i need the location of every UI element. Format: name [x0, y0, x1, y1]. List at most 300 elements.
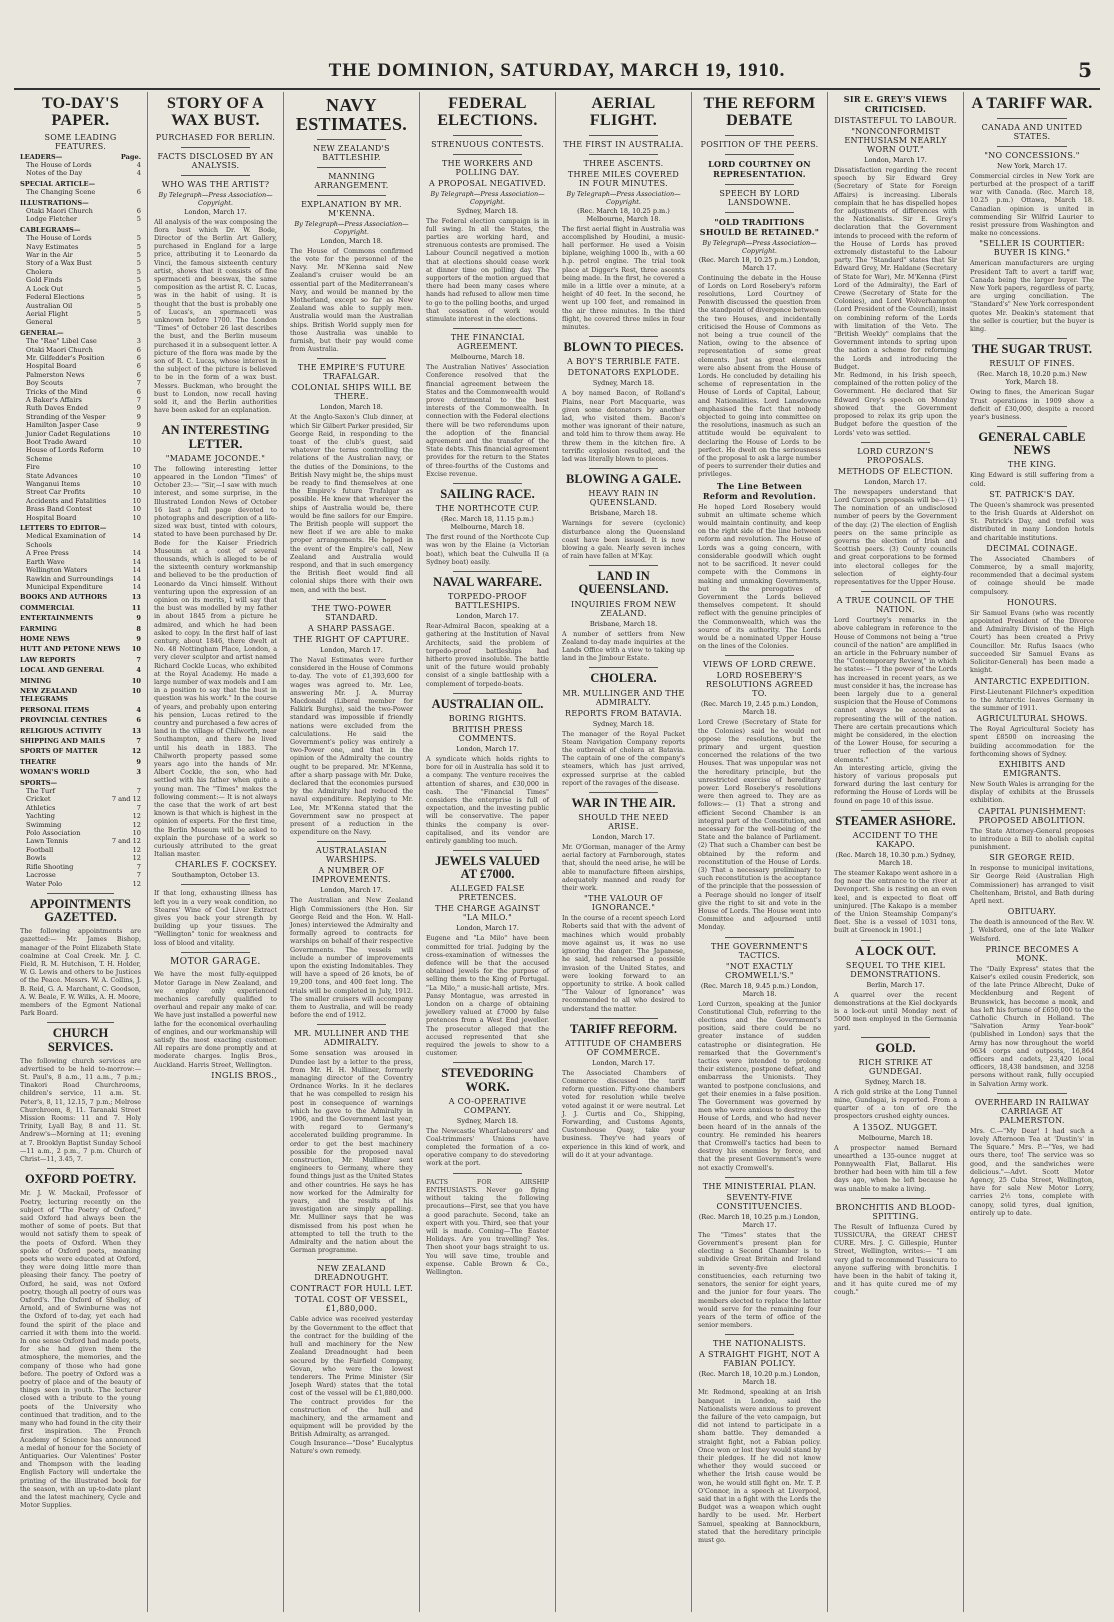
- detonators-sub: DETONATORS EXPLODE.: [567, 368, 680, 378]
- index-entry: [20, 687, 141, 704]
- index-entry: [20, 706, 141, 714]
- canada-us-sub: CANADA AND UNITED STATES.: [981, 122, 1083, 141]
- divider: [725, 212, 794, 213]
- index-entry-title: Tricks of the Mind: [26, 387, 88, 396]
- index-entry-title: Street Car Profits: [26, 488, 86, 497]
- cooperative-sub: A CO-OPERATIVE COMPANY.: [448, 1096, 527, 1115]
- dateline: London, March 17.: [864, 477, 927, 486]
- lord-crewe-heading: VIEWS OF LORD CREWE.: [702, 660, 817, 670]
- index-entry-title: FARMING: [20, 624, 57, 633]
- divider: [997, 426, 1066, 427]
- divider: [453, 571, 522, 572]
- wax-bust-sub3: WHO WAS THE ARTIST?: [161, 179, 270, 189]
- jewels-heading: JEWELS VALUED AT £7000.: [435, 854, 540, 882]
- nationalists-heading: THE NATIONALISTS.: [713, 1339, 806, 1349]
- dreadnought-heading: NEW ZEALAND DREADNOUGHT.: [314, 1264, 389, 1283]
- index-entry: [20, 716, 141, 724]
- mullinger-sub: MR. MULLINGER AND THE ADMIRALTY.: [562, 688, 685, 707]
- reform-sub4: "OLD TRADITIONS SHOULD BE RETAINED.": [699, 216, 820, 237]
- cromwell-sub: "NOT EXACTLY CROMWELL'S.": [725, 961, 794, 980]
- index-entry-title: Junior Cadet Regulations: [26, 429, 111, 438]
- valour-sub: "THE VALOUR OF IGNORANCE.": [584, 894, 663, 913]
- overheard-text: Mrs. C.—"My Dear! I had such a lovely Afternoon Tea at 'Dustin's' in The Square." Mrs. P.—"Yes, we had ours there, too! The service was so good, and the sandwiches were delicious."—Advt. Scott Motor Agency, 25 Cuba Street, Wellington, have for sale New Motor Lorry, carries 2½ tons, complete with canopy, solid tyres, dual ignition, entirely up to date.: [970, 1126, 1094, 1217]
- index-entry-page: 10: [131, 645, 141, 654]
- index-entry-title: Bowls: [26, 854, 46, 863]
- obituary-sub: OBITUARY.: [1007, 907, 1057, 917]
- exhibits-sub: EXHIBITS AND EMIGRANTS.: [998, 759, 1066, 778]
- index-entry-page: 6: [136, 188, 141, 197]
- naval-warfare-text: Rear-Admiral Bacon, speaking at a gathering at the Institution of Naval Architects, said the problem of torpedo-proof battleships had hitherto proved insoluble. The battle unit of the future would probably consist of a single battleship with a complement of torpedo-boats.: [426, 622, 549, 688]
- index-entry: [20, 371, 141, 379]
- divider: [589, 565, 658, 566]
- aerial-sub3: THREE MILES COVERED IN FOUR MINUTES.: [567, 169, 680, 188]
- index-entry: [20, 199, 141, 207]
- dateline: Sydney, March 18.: [864, 1077, 927, 1086]
- land-queensland-heading: LAND IN QUEENSLAND.: [578, 569, 669, 597]
- kakapo-sub: ACCIDENT TO THE KAKAPO.: [852, 830, 939, 849]
- index-entry-page: 5: [136, 215, 141, 224]
- dateline: Sydney, March 18.: [456, 1116, 519, 1125]
- index-entry: [20, 779, 141, 787]
- the-king-sub: THE KING.: [1007, 460, 1057, 470]
- motor-garage-text: We have the most fully-equipped Motor Garage in New Zealand, and we employ only experienced mechanics carefully qualified to overhaul and repair any make of car. We have just installed a powerful new lathe for the economical overhauling of engines, and our workmanship will satisfy the most exacting customer. All repairs are done promptly and at moderate charges. Inglis Bros., Auckland. Harris Street, Wellington.: [154, 970, 278, 1069]
- divider: [317, 841, 386, 842]
- seller-courtier-sub: "SELLER IS COURTIER: BUYER IS KING.": [979, 239, 1085, 258]
- index-entry-page: 14: [132, 532, 141, 541]
- warships-text: The Australian and New Zealand High Commissioners (the Hon. Sir George Reid and the Hon. W. Hall-Jones) interviewed the Admiralty and formally agreed to contracts for warships on behalf of their respective Governments. The vessels will include a number of improvements upon the existing Indomitables. They will have a speed of 26 knots, be of 19,200 tons, and 400 feet long. The trials will be completed in July, 1912. The smaller cruisers will accompany them to Australia, and will be ready before the end of 1912.: [290, 896, 413, 1020]
- tariff-reform-text: The Associated Chambers of Commerce discussed the tariff reform question. Fifty-one chambers voted for resolution while twelve voted against it or were neutral. Let J. J. Curtis and Co., Shipping, Forwarding, and Customs Agents, Customhouse Quay, take your business. They've had years of experience in this kind of work, and will do it at your advantage.: [562, 1068, 685, 1159]
- index-entry-title: Ruth Daves Ended: [26, 404, 88, 413]
- cholera-heading: CHOLERA.: [590, 671, 657, 686]
- index-entry-title: SHIPPING AND MAILS: [20, 737, 106, 745]
- dateline: London, March 18.: [320, 403, 383, 412]
- agricultural-text: The Royal Agricultural Society has spent £8500 on increasing the building accommodation for the forthcoming shows of Sydney.: [970, 725, 1094, 758]
- true-council-text: Lord Courtney's remarks in the above cablegram in reference to the House of Commons not being a "true council of the nation" are amplified in an article in the February number of the "Contemporary Review," in which he states:— "I the power of the Lords has increased in recent years, as we must consider it has, the increase has been largely due to a general suspicion that the House of Commons cannot always be accepted as representing the will of the nation. There are certain precautions which might be considered, in the election of the Lower House, for securing a truer reflection of the various elements.": [834, 616, 957, 764]
- divider: [589, 336, 658, 337]
- obituary-text: The death is announced of the Rev. W. J. Welsford, one of the late Walker Welsford.: [970, 918, 1094, 943]
- tactics-text: Lord Curzon, speaking at the Junior Constitutional Club, referring to the elections and the Government's position, said there could be no greater instance of sudden catastrophe or disintegration. He remarked that the Government's tactics were intended to prolong their existence, postpone defeat, and embarrass the Unionists. They wanted to postpone conclusions, and get their enemies in a false position. The Government was governed by men who were anxious to destroy the House of Lords, and who had never been heard of in the annals of the country. He reminded his hearers that Cromwell's tactics had been to destroy his enemies by force, and that the present Government's were not exactly Cromwell's.: [698, 999, 821, 1172]
- letter-signature: CHARLES F. COCKSEY.: [174, 860, 277, 870]
- australian-oil-text: A syndicate which holds rights to bore for oil in Australia has sold it to a company. The venture receives the attention of shares, and £30,000 in cash. The "Financial Times" considers the enterprise is full of expectation, and the investing public will be conservative. The paper thinks the company is over-capitalised, and its vendor are entirely gambling too much.: [426, 754, 549, 845]
- blowing-gale-heading: BLOWING A GALE.: [566, 472, 681, 487]
- reform-sub1: POSITION OF THE PEERS.: [700, 139, 819, 149]
- index-entry-page: 7 and 12: [111, 837, 141, 846]
- index-entry-page: 5: [136, 301, 141, 310]
- index-entry-page: [127, 180, 141, 188]
- index-entry-title: LAW REPORTS: [20, 655, 76, 664]
- dateline: Sydney, March 18.: [456, 206, 519, 215]
- index-entry-title: Boy Scouts: [26, 379, 64, 388]
- column-8: [964, 92, 1100, 1612]
- index-entry: [20, 575, 141, 583]
- index-entry: [20, 614, 141, 622]
- false-pretences-sub: ALLEGED FALSE PRETENCES.: [450, 884, 525, 903]
- index-entry: [20, 666, 141, 674]
- gundegai-sub: RICH STRIKE AT GUNDEGAI.: [858, 1057, 933, 1076]
- index-entry-title: GENERAL—: [20, 328, 64, 337]
- appointments-text: The following appointments are gazetted:— Mr. James Bishop, manager of the Point Elizabeth State coalmine at Coal Creek. Mr. J. C. Field, R. M. Hutchison, T. H. Holder, W. G. Lewis and others to be Justices of the Peace. Messrs. W. A. Collins, J. B. Reid, G. A. Marchant, C. Goodson, A. W. Beale, F. W. Wilks, A. H. Moore, members of the Egmont National Park Board.: [20, 927, 141, 1018]
- dateline: (Rec. March 18, 10.25 p.m.) London, March 17.: [698, 255, 821, 272]
- navy-sub2: MANNING ARRANGEMENT.: [314, 171, 389, 190]
- index-entry-title: Yachting: [26, 812, 55, 821]
- index-entry-page: 6: [136, 207, 141, 216]
- index-entry: [20, 593, 141, 601]
- index-entry-title: Fire: [26, 463, 40, 472]
- dateline: (Rec. March 18, 10.30 p.m.) Sydney, March 18.: [835, 850, 956, 867]
- dateline: London, March 17.: [592, 833, 655, 842]
- byline: By Telegraph—Press Association—Copyright.: [702, 238, 817, 255]
- index-entry-title: Mr. Gilfedder's Position: [26, 353, 105, 362]
- dateline: Sydney, March 18.: [592, 719, 655, 728]
- index-entry-title: The House of Lords: [26, 161, 92, 169]
- reform-revolution-text: He hoped Lord Rosebery would submit an ultimate scheme which would maintain continuity, and keep on the right side of the line between reform and revolution. The House of Lords was a going concern, with considerable goodwill which ought not to be sacrificed. It never could compete with the Commons in making and unmaking Governments, but in the prerogatives of Government the Lords believed themselves competent. It should reflect with the genuine principles of the Commonwealth, which was the source of its authority. The Lords would be a nominated Upper House on the lines of the Colonies.: [698, 502, 821, 651]
- navy-text: The House of Commons confirmed the vote for the personnel of the Navy. Mr. M'Kenna said New Zealand's cruiser would be an essential part of the Mediterranean's Navy, and would be manned by the Motherland, except so far as New Zealand was able to supply men. Australia would man the Australian ships. British World supply men for those Australia was unable to furnish, but their pay would come from Australia.: [290, 246, 413, 354]
- index-entry-title: Football: [26, 845, 54, 854]
- index-entry-title: Boot Trade Award: [26, 438, 87, 446]
- index-entry-title: House of Lords Reform Scheme: [26, 446, 104, 463]
- index-entry-page: 9: [136, 404, 141, 413]
- curzon-text: The newspapers understand that Lord Curzon's proposals will be— (1) The nomination of an undisclosed number of peers by the Government of the day. (2) The election of English peers on the same principle as governs the election of Irish and Scottish peers. (3) County councils and great corporations to be formed into electoral colleges for the selection of eighty-four representatives for the Upper House.: [834, 487, 957, 586]
- blown-text: A boy named Bacon, of Rolland's Plains, near Port Macquarie, was given some detonators by another lad, who visited them. Bacon's mother was ignorant of their nature, and told him to throw them away. He threw them in the kitchen fire. A terrific explosion resulted, and the lad was literally blown to pieces.: [562, 389, 685, 463]
- index-entry-page: 6: [136, 345, 141, 354]
- gold-text: A rich gold strike at the Long Tunnel mine, Gundagai, is reported. From a quarter of a ton of ore the prospectors crushed eighty ounces.: [834, 1087, 957, 1121]
- war-in-air-heading: WAR IN THE AIR.: [571, 795, 676, 810]
- cholera-text: The manager of the Royal Packet Steam Navigation Company reports the outbreak of cholera at Batavia. The captain of one of the company's steamers, which has just arrived, expressed surprise at the cabled report of the ravages of the disease.: [562, 729, 685, 787]
- blown-to-pieces-heading: BLOWN TO PIECES.: [563, 340, 684, 355]
- index-entry-page: 5: [136, 251, 141, 260]
- divider: [725, 135, 794, 136]
- sir-george-reid-sub: SIR GEORGE REID.: [989, 853, 1075, 863]
- index-entry-title: Wanganui Items: [26, 480, 81, 489]
- index-entry-page: 12: [132, 812, 141, 821]
- index-entry-title: Aerial Flight: [26, 309, 68, 318]
- antarctic-text: First-Lieutenant Filchner's expedition to the Antarctic leaves Germany in the summer of 1911.: [970, 687, 1094, 712]
- index-entry: [20, 854, 141, 862]
- curzon-proposals-heading: LORD CURZON'S PROPOSALS.: [857, 446, 934, 465]
- nonconformist-sub: "NONCONFORMIST ENTHUSIASM NEARLY WORN OUT.": [844, 127, 947, 154]
- dateline: London, March 17.: [864, 156, 927, 164]
- index-entry-page: 10: [132, 496, 141, 505]
- no-concessions-sub: "NO CONCESSIONS.": [984, 150, 1080, 160]
- divider: [861, 591, 930, 592]
- index-entry: [20, 677, 141, 685]
- batavia-sub: REPORTS FROM BATAVIA.: [565, 708, 682, 718]
- index-entry-page: 10: [132, 513, 141, 522]
- index-entry-page: 14: [132, 549, 141, 558]
- index-entry-title: ILLUSTRATIONS—: [20, 198, 89, 207]
- index-entry-title: Wellington Waters: [26, 566, 88, 575]
- index-entry-page: 7 and 12: [111, 795, 141, 804]
- index-entry: [20, 153, 141, 161]
- federal-elections-heading: FEDERAL ELECTIONS.: [437, 95, 538, 129]
- tariff-reform-heading: TARIFF REFORM.: [570, 1021, 677, 1036]
- tonic-advert: If that long, exhausting illness has left you in a very weak condition, no Steares' Wine of Cod Liver Extract gives you back your strength by building up your tissues. The "Wellington" tonic for weakness and loss of blood and vitality.: [154, 889, 277, 947]
- divider: [453, 693, 522, 694]
- index-entry: [20, 488, 141, 496]
- wax-bust-text: All analysis of the wax composing the flora bust which Dr. W. Bode, Director of the Berlin Art Gallery, purchased in England for a large price, attributing it to Leonardo da Vinci, the famous sixteenth century artist, shows that it consists of fine spermaceti and beeswax, the same composition as the artist R. C. Lucas, was in the habit of using. It is thought that the bust is probably one of Lucas's, an spermaceti was unknown before 1700. The London "Times" of October 26 last describes the bust, and the Berlin museum purchased it in a subsequent letter. A picture of the flora was made by the son of R. C. Lucas, whose interest in the subject of the picture is believed to be in the form of a wax bust. Messrs. Buckman, who brought the bust to London, now recall having sold it, and the Berlin authorities have been asked for an explanation.: [154, 217, 277, 415]
- index-entry-title: A Baker's Affairs: [26, 395, 82, 404]
- divider: [181, 175, 250, 176]
- index-entry-page: 12: [132, 879, 141, 888]
- constituencies-sub: SEVENTY-FIVE CONSTITUENCIES.: [716, 1192, 803, 1211]
- divider: [725, 1177, 794, 1178]
- index-entry: [20, 251, 141, 259]
- dreadnought-text: Cable advice was received yesterday by the Government to the effect that the contract for the building of the hull and machinery for the New Zealand Dreadnought had been secured by the Fairfield Company, Govan, who were the lowest tenderers. The Prime Minister (Sir Joseph Ward) states that the total cost of the vessel will be £1,880,000. The contract provides for the construction of the hull and machinery, and the armament and equipment will be provided by the British Admiralty, as arranged.: [290, 1315, 413, 1439]
- honours-text: Sir Samuel Evans (who was recently appointed President of the Divorce and Admiralty Division of the High Court) has been created a Privy Councillor. Mr. Rufus Isaacs (who succeeded Sir Samuel Evans as Solicitor-General) has been made a knight.: [970, 608, 1094, 675]
- index-entry: [20, 318, 141, 326]
- improvements-sub: A NUMBER OF IMPROVEMENTS.: [312, 866, 391, 885]
- index-entry: [20, 354, 141, 362]
- redmond-text: Mr. Redmond, in his Irish speech, complained of the rotten policy of the Government. He declared that Sir Edward Grey's speech on Monday showed that the Government proposed to relax its grip upon the Budget before the question of the Lords' veto was settled.: [834, 371, 957, 437]
- australian-oil-heading: AUSTRALIAN OIL.: [431, 696, 544, 711]
- index-entry: [20, 396, 141, 404]
- church-services-text: The following church services are advertised to be held to-morrow:— St. Paul's, 8 a.m., 11 a.m., 7 p.m.; Tinakori Road Churchrooms, children's service, 11 a.m. St. Peter's, 8, 11, 12.15, 7 p.m.; Melrose Churchroom, 8, 11. Taranaki Street Mission Rooms: 11 and 7. Holy Trinity, Lyall Bay, 8 and 11. St. Andrew's—Morning at 11; evening at 7. Brooklyn Baptist Sunday School—11 a.m., 2 p.m., 7 p.m. Church of Christ—11, 3.45, 7.: [20, 1056, 141, 1164]
- index-entry-title: NEW ZEALAND TELEGRAMS: [20, 686, 78, 704]
- church-services-heading: CHURCH SERVICES.: [47, 1026, 114, 1054]
- divider: [317, 1024, 386, 1025]
- valour-text: In the course of a recent speech Lord Roberts said that with the advent of machines which would probably move against us, it was no use ignoring the danger. The Japanese, he said, had rehearsed a possible invasion of the United States, and were looking forward to an opportunity to strike. A book called "The Valour of Ignorance" was recommended to all who desired to understand the matter.: [562, 914, 685, 1013]
- divider: [317, 139, 386, 140]
- index-entry: [20, 871, 141, 879]
- divider: [997, 118, 1066, 119]
- index-entry-page: 10: [132, 505, 141, 514]
- overheard-heading: OVERHEARD IN RAILWAY CARRIAGE AT PALMERSTON.: [974, 1097, 1090, 1125]
- agricultural-shows-sub: AGRICULTURAL SHOWS.: [976, 714, 1088, 724]
- ministerial-plan-text: The "Times" states that the Government's present plan for electing a Second Chamber is to subdivide Great Britain and Ireland in seventy-five electoral constituencies, each returning two senators, the senior for eight years, and the junior for four years. The members elected to replace the latter would serve for the remaining four years of the term of office of the senior members.: [698, 1230, 821, 1330]
- dateline: London, March 17.: [456, 612, 519, 621]
- divider: [861, 1198, 930, 1199]
- financial-agreement-text: The Australian Natives' Association Conference resolved that the financial agreement between the States and the Commonwealth would prove detrimental to the best interests of the Commonwealth. In connection with the Federal elections there will be two referendums upon the adoption of the financial agreement and the transfer of the State debts. This financial agreement provides for the return to the States of three-fourths of the Customs and Excise revenue.: [426, 363, 549, 478]
- divider: [725, 1334, 794, 1335]
- dateline: (Rec. March 18, 10.20 p.m.) New York, March 18.: [977, 370, 1087, 387]
- right-of-capture-sub: THE RIGHT OF CAPTURE.: [293, 634, 410, 644]
- reid-text: In response to municipal invitations, Sir George Reid (Australian High Commissioner) has arranged to visit Cheltenham, Bristol, and Bath during April next.: [970, 864, 1094, 905]
- letter-address: Southampton, October 13.: [171, 871, 260, 880]
- todays-paper-heading: TO-DAY'S PAPER.: [41, 95, 120, 129]
- index-entry: [20, 329, 141, 337]
- index-entry-title: HOME NEWS: [20, 634, 70, 643]
- index-entry-title: BOOKS AND AUTHORS: [20, 593, 108, 602]
- columns: [14, 92, 1100, 1612]
- index-entry: [20, 404, 141, 412]
- steamer-ashore-heading: STEAMER ASHORE.: [835, 813, 956, 828]
- index-entry: [20, 243, 141, 251]
- index-entry-page: 10: [132, 488, 141, 497]
- divider: [317, 167, 386, 168]
- index-entry-title: Rawkin and Surroundings: [26, 574, 114, 583]
- index-entry-page: 4: [136, 705, 141, 714]
- index-entry: [20, 656, 141, 664]
- index-entry-title: COMMERCIAL: [20, 603, 75, 612]
- mulliner-text: Some sensation was aroused in Dundee last by a letter to the press, from Mr. H. H. Mulliner, formerly managing director of the Coventry Ordnance Works. In it he declares that he was compelled to resign his post in consequence of warnings which he gave to the Admiralty in 1906, and the Government last year, with regard to Germany's accelerated building programme. In order to get the best machinery possible for the proposed naval construction, Mr. Mulliner sent engineers to Germany, where they found things just as the United States and other countries. He says he has now worked for the Admiralty for years, and the results of his investigation are simply appalling. Mr. Mulliner says that he was dismissed from his post when he attempted to tell the truth to the Admiralty and the nation about the German programme.: [290, 1049, 413, 1255]
- interesting-letter-heading: AN INTERESTING LETTER.: [161, 423, 270, 451]
- ministerial-plan-heading: THE MINISTERIAL PLAN.: [702, 1181, 817, 1191]
- general-cable-news-heading: GENERAL CABLE NEWS: [978, 430, 1086, 458]
- index-entry: [20, 310, 141, 318]
- index-entry-page: 5: [136, 309, 141, 318]
- index-entry: [20, 388, 141, 396]
- gold-heading: GOLD.: [875, 1040, 916, 1055]
- dateline: London, March 17.: [320, 645, 383, 654]
- divider: [589, 667, 658, 668]
- index-entry-title: Hamilton Jasper Case: [26, 421, 99, 430]
- heavy-rain-sub: HEAVY RAIN IN QUEENSLAND.: [588, 489, 659, 508]
- divider: [589, 135, 658, 136]
- nationalists-text: Mr. Redmond, speaking at an Irish banquet in London, said the Nationalists were anxious to prevent the failure of the veto campaign, but did not intend to participate in a sham battle. They demanded a straight fight, not a Fabian policy. Once won or lost they would stand by their pledges. If he did not know whether they would succeed or whether the Irish cause would be won, he would still fight on. Mr. T. P. O'Connor, in a speech at Liverpool, said that in a fight with the Lords the Budget was a weapon which ought hardly to be used. Mr. Herbert Samuel, speaking at Bannockburn, stated that the hereditary principle must go.: [698, 1388, 821, 1544]
- bronchitis-heading: BRONCHITIS AND BLOOD-SPITTING.: [835, 1202, 956, 1221]
- article-note: An interesting article, giving the history of various proposals put forward during the last century for reforming the House of Lords will be found on page 10 of this issue.: [834, 763, 957, 805]
- index-entry-title: A Free Press: [26, 549, 69, 558]
- index-entry: [20, 837, 141, 845]
- airship-advert: FACTS FOR AIRSHIP ENTHUSIASTS. Never go flying without taking the following precautions—First, see that you have a good parachute. Second, take an expert with you. Third, see that your will is made. Coming—The Easter Holidays. Are you travelling? Yes. Then shoot your bags straight to us. You will save time, trouble and expense. Cable Brown & Co., Wellington.: [426, 1177, 549, 1276]
- index-entry-title: The Turf: [26, 787, 55, 796]
- index-entry-page: 5: [136, 284, 141, 293]
- letter-text: The following interesting letter appeared in the London "Times" of October 23:— "Sir,—I saw with much interest, and some surprise, in the Illustrated London News of October 16 last a full page devoted to photographs and description of a life-sized wax bust, tinted with colours, stated to have been purchased by Dr. Bode for the Kaiser Friedrich Museum at a cost of several thousands, which is alleged to be of the sixteenth century workmanship and believed to be the production of Leonardo da Vinci himself. Without venturing upon the expression of an opinion on its merits, I will say that the bust was modelled by my father in about 1845 from a picture he admired, and which he had been asked to copy. In the first half of last century, about 1846, there dwelt at No. 48 Nottingham Place, London, a very clever sculptor and artist named Richard Cockle Lucas, who exhibited at the Royal Academy. He made a large number of wax models and I am in a position to say that the bust in question was his work." In the course of years, and probably upon entering his pension, Lucas retired to the country and purchased a few acres of land in the village of Chilworth, near Southampton, and there he lived until his death in 1883. The Chilworth property passed some years ago into the hands of Mr. Albert Cockle, the son, who had settled with his father when quite a young man. The "Times" makes the following comment:— It is not always the case that the work of art best known is that which is highest in the opinion of experts. For the first time, the Berlin Museum will be asked to explain the purchase of a work so curiously attributed to the great Italian master.: [154, 464, 277, 859]
- financial-agreement-heading: THE FINANCIAL AGREEMENT.: [450, 333, 525, 352]
- index-entry-page: [127, 226, 141, 234]
- nugget-text: A prospector named Bernard unearthed a 135-ounce nugget at Ponnywealth Flat, Ballarat. His brother had been with him till a few days ago, when he left because he was unable to make a living.: [834, 1143, 957, 1193]
- divider: [47, 1168, 115, 1169]
- sharp-passage-sub: A SHARP PASSAGE.: [307, 623, 396, 633]
- index-entry: [20, 302, 141, 310]
- divider: [861, 1037, 930, 1038]
- index-entry-title: A Lock Out: [26, 284, 64, 293]
- index-entry: [20, 804, 141, 812]
- features-index: [20, 153, 141, 888]
- jewels-text: Eugene and "La Milo" have been committed for trial. Judging by the cross-examination of witnesses the defence will be that the accused obtained jewels for the purpose of selling them to the King of Portugal. "La Milo," a music-hall artiste, Mrs. Pansy Montague, was arrested in London on a charge of obtaining jewellery valued at £7000 by false pretences from a West End jeweller. The prosecutor alleged that the accused represented that she required the jewels to show to a customer.: [426, 934, 549, 1058]
- index-entry-page: 10: [132, 438, 141, 446]
- index-entry: [20, 293, 141, 301]
- reform-debate-heading: THE REFORM DEBATE: [703, 95, 816, 129]
- index-entry-page: [127, 524, 141, 532]
- index-entry-page: 6: [136, 353, 141, 362]
- dateline: London, March 17.: [184, 207, 247, 216]
- madame-joconde-sub: "MADAME JOCONDE.": [165, 453, 266, 463]
- index-entry-title: Otaki Maori Church: [26, 345, 93, 354]
- index-entry-page: 9: [136, 757, 141, 766]
- dateline: London, March 17.: [456, 744, 519, 753]
- antarctic-sub: ANTARCTIC EXPEDITION.: [974, 676, 1090, 686]
- divider: [181, 952, 250, 953]
- index-entry: [20, 863, 141, 871]
- index-entry-title: Australian Oil: [26, 301, 73, 310]
- index-entry: [20, 727, 141, 735]
- index-entry-title: Polo Association: [26, 829, 81, 838]
- column-6: [692, 92, 828, 1612]
- divider: [181, 419, 250, 420]
- index-entry-page: [127, 199, 141, 207]
- navy-sub3: EXPLANATION BY MR. M'KENNA.: [301, 199, 402, 218]
- sailing-race-text: The first round of the Northcote Cup was won by the Elaine (a Victorian boat), which beat the Culwulla II (a Sydney boat) easily.: [426, 533, 549, 566]
- divider: [181, 884, 250, 885]
- index-entry-page: 10: [132, 480, 141, 489]
- prince-monk-sub: PRINCE BECOMES A MONK.: [985, 944, 1079, 963]
- column-2: [148, 92, 284, 1612]
- index-entry: [20, 438, 141, 446]
- index-entry-title: Cholera: [26, 267, 53, 276]
- index-entry: [20, 604, 141, 612]
- byline: By Telegraph—Press Association—Copyright.: [158, 190, 273, 207]
- index-entry: [20, 188, 141, 196]
- dateline: (Rec. March 18, 10.25 p.m.) London, March 17.: [698, 1212, 821, 1229]
- index-entry-page: 13: [131, 726, 141, 735]
- la-milo-sub: THE CHARGE AGAINST "LA MILO.": [435, 904, 540, 923]
- divider: [317, 1259, 386, 1260]
- northcote-cup-sub: THE NORTHCOTE CUP.: [435, 504, 540, 514]
- index-entry-title: The House of Lords: [26, 234, 92, 243]
- index-entry-title: PROVINCIAL CENTRES: [20, 716, 108, 725]
- torpedo-proof-sub: TORPEDO-PROOF BATTLESHIPS.: [447, 592, 528, 611]
- index-entry-page: 9: [136, 421, 141, 430]
- index-entry-page: 9: [136, 634, 141, 643]
- index-entry: [20, 497, 141, 505]
- index-entry-page: 14: [132, 582, 141, 591]
- index-entry-page: 7: [136, 379, 141, 388]
- index-entry: [20, 635, 141, 643]
- index-entry: [20, 234, 141, 242]
- index-entry-page: 4: [136, 169, 141, 178]
- index-entry-page: 4: [136, 666, 141, 675]
- index-entry: [20, 346, 141, 354]
- decimal-coinage-text: The Associated Chambers of Commerce, by a small majority, recommended that a decimal system of coinage should be made compulsory.: [970, 554, 1094, 596]
- index-entry-title: Medical Examination of Schools: [26, 532, 106, 549]
- divider: [725, 937, 794, 938]
- index-entry: [20, 472, 141, 480]
- index-entry: [20, 645, 141, 653]
- index-entry: [20, 558, 141, 566]
- index-entry: [20, 430, 141, 438]
- index-entry: [20, 421, 141, 429]
- index-entry-page: 7: [136, 862, 141, 871]
- index-entry-title: HUTT AND PETONE NEWS: [20, 645, 121, 654]
- index-entry: [20, 413, 141, 421]
- index-entry-title: CABLEGRAMS—: [20, 225, 81, 234]
- dateline: London, March 17.: [592, 1058, 655, 1067]
- index-entry-page: 12: [131, 747, 141, 756]
- two-power-heading: THE TWO-POWER STANDARD.: [311, 603, 392, 622]
- index-entry-page: 7: [136, 737, 141, 745]
- dateline: New York, March 17.: [997, 161, 1067, 170]
- column-5: [556, 92, 692, 1612]
- index-entry-page: 5: [136, 293, 141, 302]
- index-entry: [20, 549, 141, 557]
- index-entry-page: 4: [136, 161, 141, 169]
- index-entry-title: Swimming: [26, 820, 62, 829]
- index-entry-title: LEADERS—: [20, 152, 63, 161]
- column-4: [420, 92, 556, 1612]
- index-entry-title: Lawn Tennis: [26, 837, 69, 846]
- true-council-heading: A TRUE COUNCIL OF THE NATION.: [836, 596, 955, 615]
- reform-sub2: LORD COURTNEY ON REPRESENTATION.: [708, 158, 811, 179]
- index-entry-page: 3: [136, 337, 141, 346]
- index-entry: [20, 505, 141, 513]
- index-entry-title: Lodge Fletcher: [26, 215, 78, 224]
- divider: [181, 147, 250, 148]
- grey-views-text: Dissatisfaction regarding the recent speech by Sir Edward Grey (Secretary of State for Foreign Affairs) is increasing. Liberals complain that he has dispelled hopes for adjustments of differences with the Nationalists. Sir E. Grey's declaration that the Government intends to proceed with the reform of the House of Lords has proved extremely distasteful to the Labour party. The "Standard" states that Sir Edward Grey, Mr. Haldane (Secretary of State for War), Mr. M'Kenna (First Lord of the Admiralty), the Earl of Crewe (Secretary of State for the Colonies), and Lord Wolverhampton (Lord President of the Council), insist on combining reform of the Lords with limitation of the Veto. The "British Weekly" complains that the Government intends to spring upon the nation a scheme for reforming the Lords and introducing the Budget.: [834, 166, 957, 371]
- divider: [725, 184, 794, 185]
- index-entry-page: 11: [131, 603, 141, 612]
- index-entry-title: Rifle Shooting: [26, 862, 74, 871]
- index-entry-title: THEATRE: [20, 757, 57, 766]
- two-power-text: The Naval Estimates were further considered in the House of Commons to-day. The vote of £1,393,600 for wages was agreed to. Mr. Lee, answering Mr. J. A. Murray Macdonald (Liberal member for Falkirk Burghs), said the two-Power standard was impossible if friendly nations were excluded from the calculations. He said the Government's policy was entirely a two-Power one, and that in the opinion of the Admiralty the country ought to be prepared. Mr. M'Kenna, after a sharp passage with Mr. Duke, declared that the economies pursued by the Admiralty had reduced the naval expenditure. Replying to Mr. Lee, Mr. M'Kenna stated that the Government saw no prospect at present of a reduction in the expenditure on the Navy.: [290, 655, 413, 837]
- divider: [589, 1018, 658, 1019]
- index-entry-page: 10: [132, 471, 141, 480]
- trafalgar-heading: THE EMPIRE'S FUTURE TRAFALGAR.: [297, 363, 406, 382]
- cough-advert: Cough Insurance—"Dose" Eucalyptus Nature's own remedy.: [290, 1438, 413, 1455]
- index-entry: [20, 446, 141, 463]
- index-entry: [20, 285, 141, 293]
- index-entry: [20, 276, 141, 284]
